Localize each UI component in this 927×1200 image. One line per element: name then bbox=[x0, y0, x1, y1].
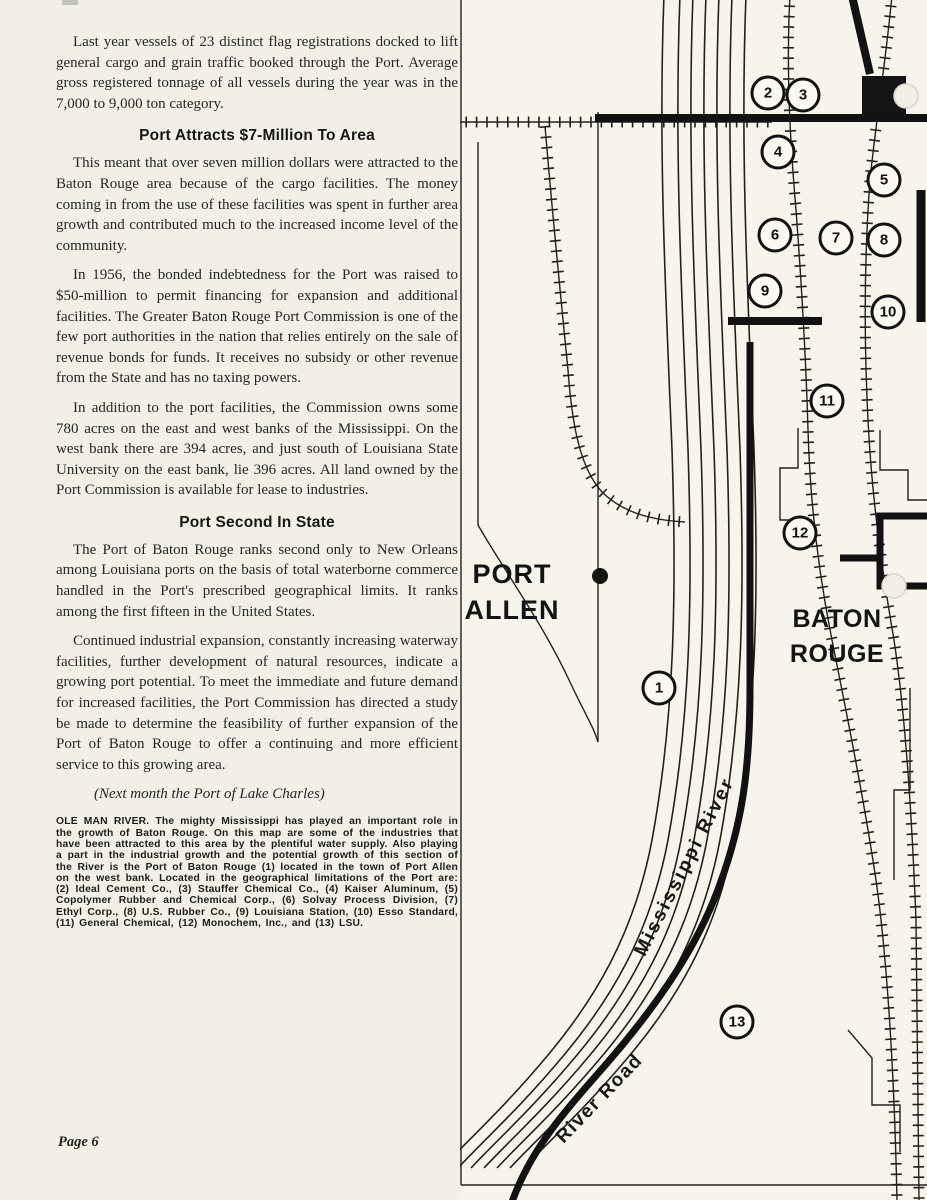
port-map bbox=[460, 0, 927, 1200]
map-marker-4: 4 bbox=[761, 135, 796, 170]
label-baton-rouge-line1: BATON bbox=[792, 605, 882, 633]
map-marker-10: 10 bbox=[871, 295, 906, 330]
map-marker-7: 7 bbox=[819, 221, 854, 256]
scan-artifact bbox=[62, 0, 78, 5]
page-number: Page 6 bbox=[58, 1134, 99, 1150]
label-port-allen-line1: PORT bbox=[472, 559, 552, 589]
map-marker-3: 3 bbox=[786, 78, 821, 113]
map-marker-8: 8 bbox=[867, 223, 902, 258]
punch-hole bbox=[894, 84, 918, 108]
map-marker-12: 12 bbox=[783, 516, 818, 551]
paragraph: In 1956, the bonded indebtedness for the Port was raised to $50-million to permit financing for expansion and additional facilities. The Greater Baton Rouge Port Commission is one of the few port authorities in the nation that relies entirely on the sale of revenue bonds for funds. It receives no subsidy or other revenue from the State and has no taxing powers. bbox=[56, 267, 458, 387]
map-marker-5: 5 bbox=[867, 163, 902, 198]
label-port-allen-line2: ALLEN bbox=[464, 595, 560, 625]
section-heading: Port Second In State bbox=[179, 513, 335, 531]
map-marker-6: 6 bbox=[758, 218, 793, 253]
paragraph: In addition to the port facilities, the Commission owns some 780 acres on the east and west banks of the Mississippi. On the west bank there are 394 acres, and just south of Louisiana State University on the east bank, lie 396 acres. All land owned by the Port Commission is available for lease to industries. bbox=[56, 399, 458, 499]
punch-hole bbox=[882, 574, 906, 598]
map-marker-1: 1 bbox=[642, 671, 677, 706]
paragraph: The Port of Baton Rouge ranks second only to New Orleans among Louisiana ports on the basis of total waterborne commerce handled in the Port's prescribed geographical limits. It ranks among the first fifteen in the United States. bbox=[56, 541, 458, 620]
section-heading: Port Attracts $7-Million To Area bbox=[139, 127, 375, 145]
dock-terminal-dot bbox=[592, 568, 608, 584]
label-baton-rouge bbox=[780, 602, 894, 672]
paragraph: This meant that over seven million dollars were attracted to the Baton Rouge area because of the cargo facilities. The money coming in from the use of these facilities was spent in further area growth and contributed much to the increased income level of the community. bbox=[56, 155, 458, 254]
map-marker-13: 13 bbox=[720, 1005, 755, 1040]
paragraph: Continued industrial expansion, constantly increasing waterway facilities, further development of natural resources, indicate a growing port potential. To meet the immediate and future demand for increased facilities, the Port Commission has directed a study be made to determine the feasibility of further expansion of the Port of Baton Rouge to offer a continuing and more efficient service to this growing area. bbox=[56, 633, 458, 773]
label-baton-rouge-line2: ROUGE bbox=[789, 640, 885, 668]
punch-holes bbox=[882, 84, 918, 598]
next-month-note: (Next month the Port of Lake Charles) bbox=[94, 786, 325, 803]
map-marker-2: 2 bbox=[751, 76, 786, 111]
label-river-road: River Road bbox=[552, 1049, 648, 1148]
article-column bbox=[56, 32, 458, 929]
map-caption: OLE MAN RIVER. The mighty Mississippi has played an important role in the growth of Baton Rouge. On this map are some of the industries that have been attracted to this area by the plentiful water supply. Also playing a part in the industrial growth and the potential growth of this section of the River is the Port of Baton Rouge (1) located in the town of Port Allen on the west bank. Located in the geographical limitations of the Port are: (2) Ideal Cement Co., (3) Stauffer Chemical Co., (4) Kaiser Aluminum, (5) Copolymer Rubber and Chemical Corp., (6) Solvay Process Division, (7) Ethyl Corp., (8) U.S. Rubber Co., (9) Louisiana Station, (10) Esso Standard, (11) General Chemical, (12) Monochem, Inc., and (13) LSU. bbox=[56, 816, 458, 930]
map-marker-11: 11 bbox=[810, 384, 845, 419]
label-port-allen bbox=[460, 556, 564, 628]
map-marker-9: 9 bbox=[748, 274, 783, 309]
label-mississippi-river: Mississippi River bbox=[630, 773, 739, 960]
paragraph: Last year vessels of 23 distinct flag registrations docked to lift general cargo and grain traffic booked through the Port. Average gross registered tonnage of all vessels during the year was in the 7,000 to 9,000 ton category. bbox=[56, 34, 458, 112]
